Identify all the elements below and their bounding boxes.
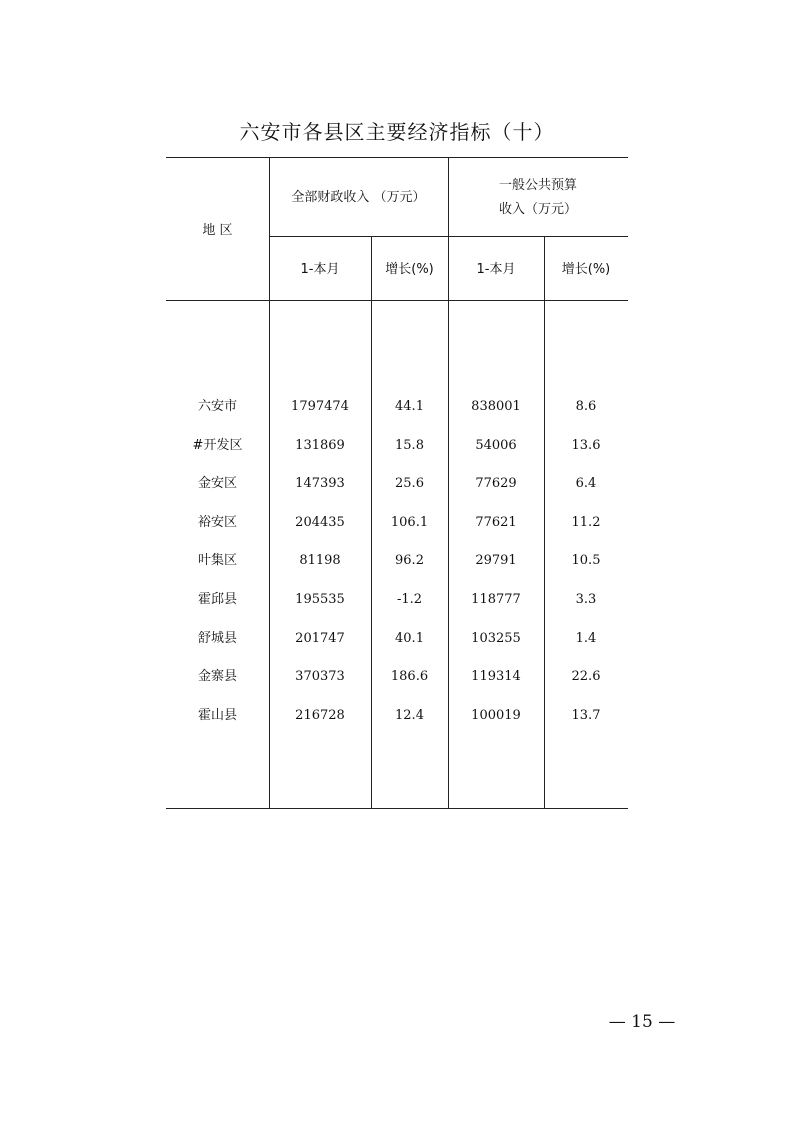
cell-budget-growth: 3.3 bbox=[575, 592, 597, 607]
header-budget-growth: 增长(%) bbox=[561, 262, 611, 277]
cell-region: 六安市 bbox=[197, 399, 237, 414]
cell-total-growth: 186.6 bbox=[390, 669, 429, 685]
cell-budget-growth: 11.2 bbox=[571, 514, 601, 530]
cell-total-growth: 40.1 bbox=[395, 630, 424, 646]
page-title: 六安市各县区主要经济指标（十） bbox=[239, 120, 555, 144]
cell-total-growth: 25.6 bbox=[395, 476, 424, 492]
cell-budget-ytd: 838001 bbox=[471, 399, 521, 414]
cell-region: 叶集区 bbox=[197, 553, 237, 569]
cell-total-ytd: 216728 bbox=[295, 707, 345, 723]
cell-budget-growth: 10.5 bbox=[571, 553, 601, 569]
cell-region: #开发区 bbox=[192, 437, 243, 453]
cell-budget-ytd: 118777 bbox=[471, 592, 521, 607]
cell-budget-ytd: 54006 bbox=[475, 437, 517, 453]
cell-budget-ytd: 100019 bbox=[471, 707, 521, 723]
cell-budget-ytd: 77621 bbox=[475, 514, 517, 530]
cell-total-growth: 44.1 bbox=[395, 399, 424, 414]
cell-total-ytd: 195535 bbox=[295, 592, 345, 607]
cell-region: 裕安区 bbox=[197, 514, 237, 530]
cell-budget-ytd: 103255 bbox=[471, 630, 521, 646]
cell-budget-ytd: 119314 bbox=[471, 669, 521, 685]
cell-budget-growth: 13.7 bbox=[571, 707, 601, 723]
header-total-revenue: 全部财政收入 （万元） bbox=[291, 190, 426, 205]
cell-total-ytd: 201747 bbox=[295, 630, 345, 646]
header-bottom-rule bbox=[166, 300, 628, 301]
cell-total-ytd: 370373 bbox=[295, 669, 345, 685]
header-budget-revenue-line1: 一般公共预算 bbox=[498, 178, 577, 193]
cell-total-ytd: 81198 bbox=[299, 553, 341, 569]
cell-total-growth: -1.2 bbox=[396, 592, 423, 607]
cell-budget-growth: 8.6 bbox=[575, 399, 597, 414]
cell-budget-growth: 1.4 bbox=[575, 630, 597, 646]
header-total-growth: 增长(%) bbox=[385, 262, 434, 277]
cell-region: 舒城县 bbox=[197, 630, 237, 646]
cell-total-ytd: 131869 bbox=[295, 437, 345, 453]
cell-region: 霍邱县 bbox=[197, 592, 237, 607]
cell-budget-ytd: 29791 bbox=[475, 553, 517, 569]
cell-total-growth: 106.1 bbox=[390, 514, 429, 530]
cell-total-growth: 12.4 bbox=[395, 707, 424, 723]
page-number: — 15 — bbox=[608, 1012, 676, 1032]
cell-total-ytd: 1797474 bbox=[291, 399, 349, 414]
cell-budget-ytd: 77629 bbox=[475, 476, 517, 492]
cell-total-ytd: 204435 bbox=[295, 514, 345, 530]
cell-budget-growth: 22.6 bbox=[571, 669, 601, 685]
cell-budget-growth: 13.6 bbox=[571, 437, 601, 453]
table-top-rule bbox=[166, 157, 628, 158]
cell-region: 霍山县 bbox=[197, 707, 237, 723]
cell-region: 金安区 bbox=[197, 476, 237, 492]
cell-total-growth: 96.2 bbox=[395, 553, 424, 569]
cell-budget-growth: 6.4 bbox=[575, 476, 597, 492]
table-bottom-rule bbox=[166, 808, 628, 809]
cell-total-ytd: 147393 bbox=[295, 476, 345, 492]
header-total-ytd: 1-本月 bbox=[300, 262, 340, 277]
header-budget-ytd: 1-本月 bbox=[476, 262, 516, 277]
header-budget-revenue-line2: 收入（万元） bbox=[498, 202, 577, 217]
economic-indicators-table bbox=[166, 157, 628, 809]
cell-region: 金寨县 bbox=[197, 669, 237, 685]
header-region: 地 区 bbox=[202, 223, 233, 238]
cell-total-growth: 15.8 bbox=[395, 437, 424, 453]
